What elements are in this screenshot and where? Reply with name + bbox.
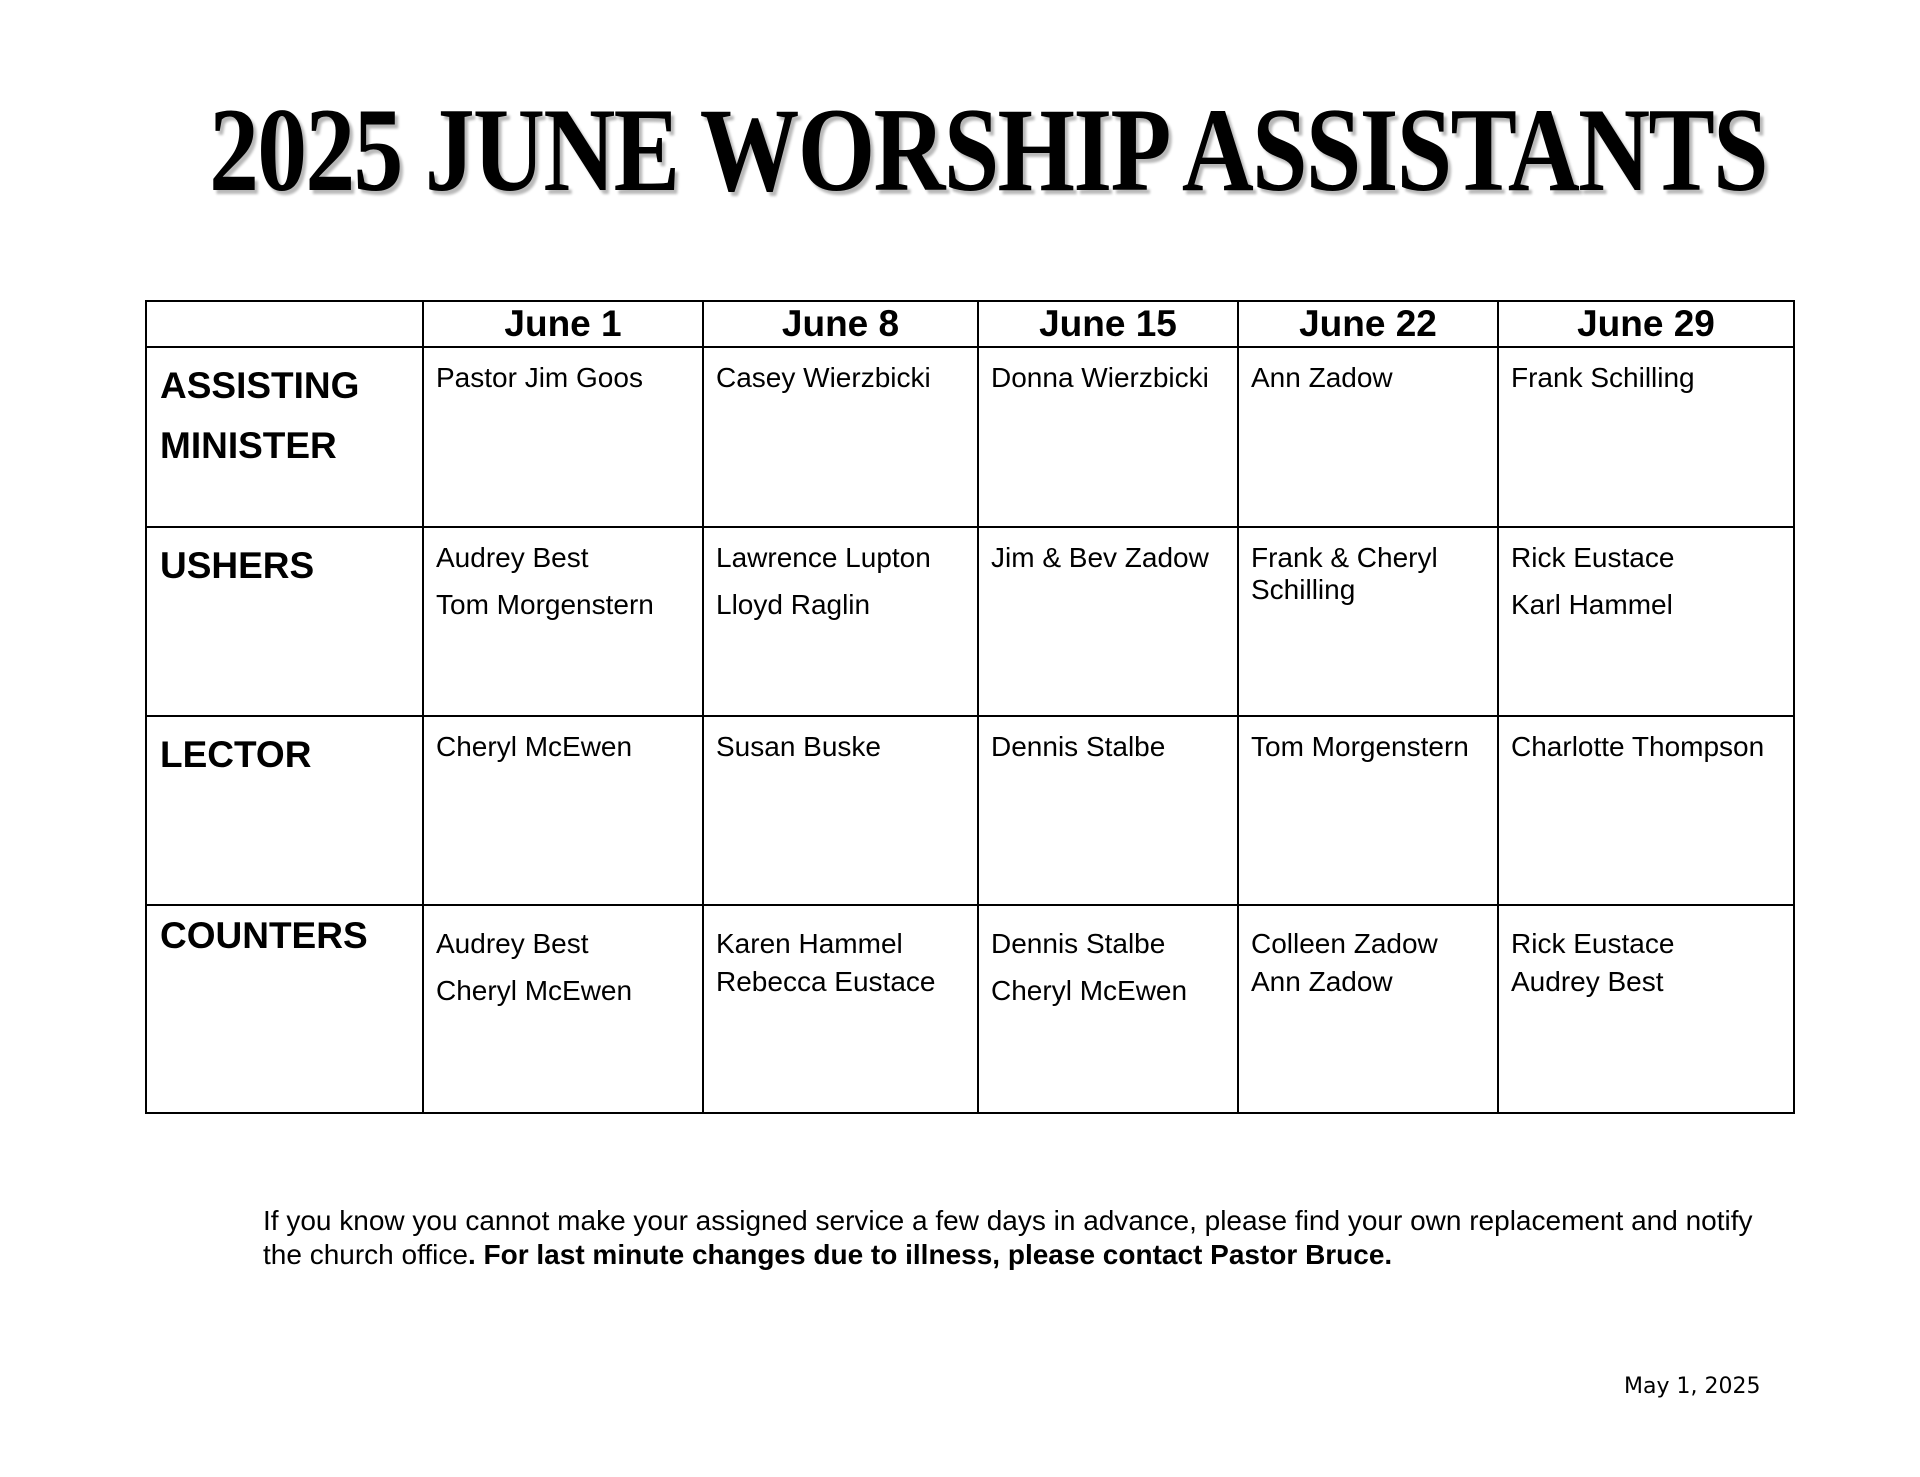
table-cell <box>703 905 978 1113</box>
assignee-name: Jim & Bev Zadow <box>991 542 1209 573</box>
table-cell <box>1498 716 1794 905</box>
table-row <box>146 905 1794 1113</box>
assignee-name: Frank Schilling <box>1511 362 1695 393</box>
table-cell <box>978 716 1238 905</box>
table-cell <box>1238 716 1498 905</box>
assignee-name: Lloyd Raglin <box>716 589 871 620</box>
assignee-name: Dennis Stalbe <box>991 928 1166 959</box>
date-header: June 15 <box>978 301 1238 347</box>
role-label: LECTOR <box>146 716 423 905</box>
assignee-name: Cheryl McEwen <box>991 975 1188 1006</box>
table-cell <box>423 716 703 905</box>
assignee-name: Charlotte Thompson <box>1511 731 1765 762</box>
assignee-name: Pastor Jim Goos <box>436 362 643 393</box>
notice-bold-text: . For last minute changes due to illness, please contact Pastor Bruce. <box>467 1239 1393 1270</box>
role-label: USHERS <box>146 527 423 716</box>
table-cell <box>978 905 1238 1113</box>
notice-text: If you know you cannot make your assigned service a few days in advance, please find your own replacement and notify the church office <box>263 1205 1753 1270</box>
table-cell <box>1498 347 1794 527</box>
assignee-name: Audrey Best <box>436 928 589 959</box>
role-label: ASSISTING MINISTER <box>146 347 423 527</box>
replacement-notice <box>263 1204 1763 1272</box>
table-row <box>146 716 1794 905</box>
assignee-name: Ann Zadow <box>1251 362 1393 393</box>
date-header: June 8 <box>703 301 978 347</box>
assignee-name: Donna Wierzbicki <box>991 362 1209 393</box>
table-row <box>146 347 1794 527</box>
assignee-name: Cheryl McEwen <box>436 975 633 1006</box>
assignee-name: Colleen Zadow <box>1251 928 1438 959</box>
role-label: COUNTERS <box>146 905 423 1113</box>
date-header: June 1 <box>423 301 703 347</box>
date-header: June 29 <box>1498 301 1794 347</box>
date-header: June 22 <box>1238 301 1498 347</box>
assignee-name: Cheryl McEwen <box>436 731 633 762</box>
assignee-name: Audrey Best <box>436 542 589 573</box>
assignee-name: Karl Hammel <box>1511 589 1673 620</box>
table-cell <box>1498 905 1794 1113</box>
table-cell <box>1238 905 1498 1113</box>
table-row <box>146 527 1794 716</box>
assignee-name: Ann Zadow <box>1251 966 1393 997</box>
assignee-name: Karen Hammel <box>716 928 903 959</box>
assignee-name: Frank & Cheryl Schilling <box>1251 542 1438 605</box>
assignee-name: Rick Eustace <box>1511 542 1675 573</box>
assignee-name: Audrey Best <box>1511 966 1664 997</box>
header-corner-cell <box>146 301 423 347</box>
page-title: 2025 JUNE WORSHIP ASSISTANTS <box>209 83 1767 216</box>
table-cell <box>1238 347 1498 527</box>
table-cell <box>423 347 703 527</box>
assignee-name: Rick Eustace <box>1511 928 1675 959</box>
table-cell <box>423 905 703 1113</box>
schedule-table <box>145 300 1795 1114</box>
table-cell <box>423 527 703 716</box>
table-cell <box>978 347 1238 527</box>
table-cell <box>703 716 978 905</box>
assignee-name: Lawrence Lupton <box>716 542 931 573</box>
assignee-name: Tom Morgenstern <box>436 589 654 620</box>
table-cell <box>978 527 1238 716</box>
assignee-name: Dennis Stalbe <box>991 731 1166 762</box>
table-cell <box>1238 527 1498 716</box>
table-cell <box>703 347 978 527</box>
table-cell <box>1498 527 1794 716</box>
table-header-row <box>146 301 1794 347</box>
table-cell <box>703 527 978 716</box>
assignee-name: Rebecca Eustace <box>716 966 936 997</box>
assignee-name: Tom Morgenstern <box>1251 731 1469 762</box>
assignee-name: Susan Buske <box>716 731 881 762</box>
assignee-name: Casey Wierzbicki <box>716 362 931 393</box>
document-date: May 1, 2025 <box>1624 1374 1761 1399</box>
